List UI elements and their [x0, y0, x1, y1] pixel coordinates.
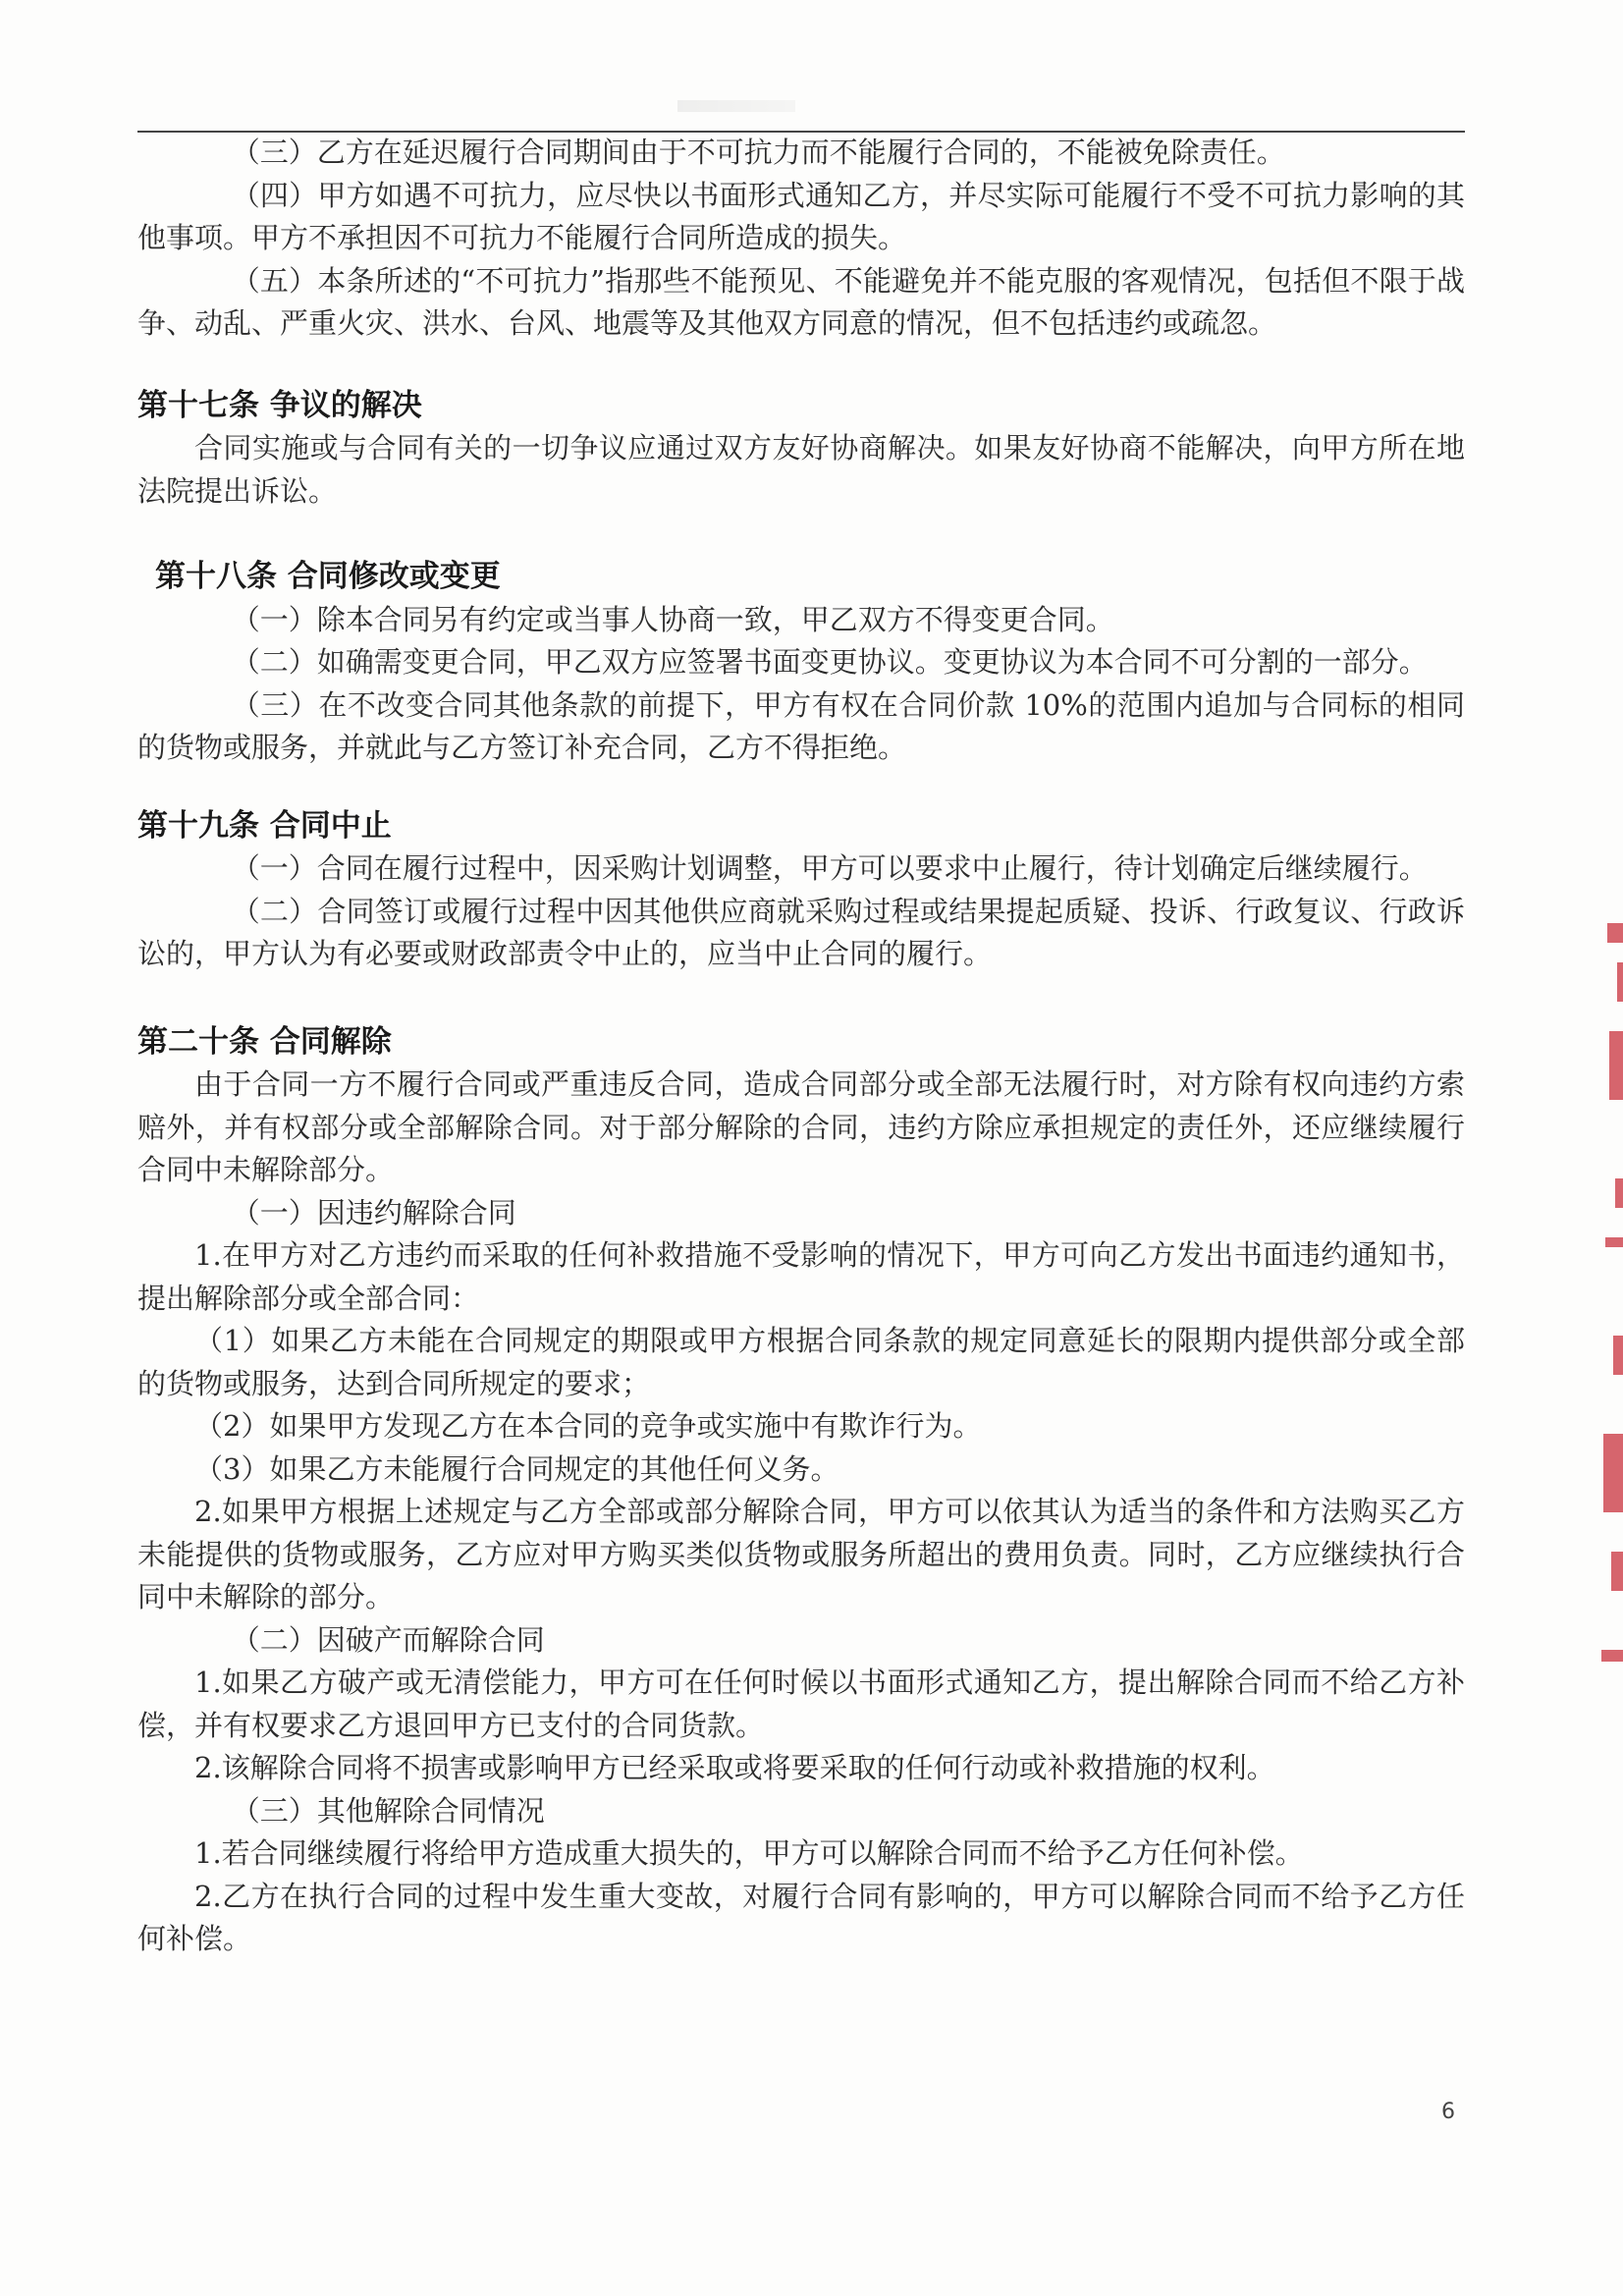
- clause-20-sub-1-case-2: （2）如果甲方发现乙方在本合同的竞争或实施中有欺诈行为。: [194, 1409, 982, 1443]
- document-body: [137, 132, 1465, 1961]
- heading-article-18: 第十八条 合同修改或变更: [155, 559, 501, 594]
- clause-16-item-4: （四）甲方如遇不可抗力，应尽快以书面形式通知乙方，并尽实际可能履行不受不可抗力影响的其他事项。甲方不承担因不可抗力不能履行合同所造成的损失。: [137, 178, 1465, 254]
- clause-20-sub-3: （三）其他解除合同情况: [231, 1793, 545, 1828]
- clause-18-item-3: （三）在不改变合同其他条款的前提下，甲方有权在合同价款 10%的范围内追加与合同标的相同的货物或服务，并就此与乙方签订补充合同，乙方不得拒绝。: [137, 687, 1465, 764]
- clause-20-sub-2-item-1: 1.如果乙方破产或无清偿能力，甲方可在任何时候以书面形式通知乙方，提出解除合同而不给乙方补偿，并有权要求乙方退回甲方已支付的合同货款。: [137, 1666, 1465, 1742]
- clause-20-sub-2: （二）因破产而解除合同: [231, 1622, 545, 1657]
- clause-20-sub-1-case-1: （1）如果乙方未能在合同规定的期限或甲方根据合同条款的规定同意延长的限期内提供部分或全部的货物或服务，达到合同所规定的要求；: [137, 1324, 1465, 1400]
- page-number: 6: [1441, 2100, 1455, 2124]
- clause-20-sub-1-item-1: 1.在甲方对乙方违约而采取的任何补救措施不受影响的情况下，甲方可向乙方发出书面违约通知书，提出解除部分或全部合同：: [137, 1238, 1465, 1315]
- clause-16-item-5: （五）本条所述的“不可抗力”指那些不能预见、不能避免并不能克服的客观情况，包括但不限于战争、动乱、严重火灾、洪水、台风、地震等及其他双方同意的情况，但不包括违约或疏忽。: [137, 263, 1465, 340]
- clause-20-sub-2-item-2: 2.该解除合同将不损害或影响甲方已经采取或将要采取的任何行动或补救措施的权利。: [194, 1751, 1275, 1784]
- heading-article-20: 第二十条 合同解除: [137, 1023, 392, 1060]
- clause-20-sub-1: （一）因违约解除合同: [231, 1195, 516, 1230]
- heading-article-19: 第十九条 合同中止: [137, 807, 392, 844]
- clause-20-sub-1-case-3: （3）如果乙方未能履行合同规定的其他任何义务。: [194, 1451, 839, 1486]
- clause-17-text: 合同实施或与合同有关的一切争议应通过双方友好协商解决。如果友好协商不能解决，向甲方所在地法院提出诉讼。: [137, 431, 1465, 508]
- clause-19-item-2: （二）合同签订或履行过程中因其他供应商就采购过程或结果提起质疑、投诉、行政复议、行政诉讼的，甲方认为有必要或财政部责令中止的，应当中止合同的履行。: [137, 894, 1465, 970]
- seal-stamp-edge: [1598, 923, 1623, 1669]
- heading-article-17: 第十七条 争议的解决: [137, 387, 422, 423]
- clause-18-item-2: （二）如确需变更合同，甲乙双方应签署书面变更协议。变更协议为本合同不可分割的一部分。: [231, 645, 1428, 679]
- clause-20-sub-3-item-1: 1.若合同继续履行将给甲方造成重大损失的，甲方可以解除合同而不给予乙方任何补偿。: [194, 1836, 1304, 1870]
- clause-19-item-1: （一）合同在履行过程中，因采购计划调整，甲方可以要求中止履行，待计划确定后继续履行。: [231, 851, 1428, 885]
- clause-16-item-3: （三）乙方在延迟履行合同期间由于不可抗力而不能履行合同的，不能被免除责任。: [231, 136, 1285, 169]
- clause-20-sub-3-item-2: 2.乙方在执行合同的过程中发生重大变故，对履行合同有影响的，甲方可以解除合同而不给予乙方任何补偿。: [137, 1879, 1465, 1955]
- header-mark: [677, 100, 795, 112]
- clause-20-sub-1-item-2: 2.如果甲方根据上述规定与乙方全部或部分解除合同，甲方可以依其认为适当的条件和方法购买乙方未能提供的货物或服务，乙方应对甲方购买类似货物或服务所超出的费用负责。同时，乙方应继续执行合同中未解除的部分。: [137, 1495, 1465, 1613]
- clause-20-text: 由于合同一方不履行合同或严重违反合同，造成合同部分或全部无法履行时，对方除有权向违约方索赔外，并有权部分或全部解除合同。对于部分解除的合同，违约方除应承担规定的责任外，还应继续履行合同中未解除部分。: [137, 1067, 1465, 1186]
- clause-18-item-1: （一）除本合同另有约定或当事人协商一致，甲乙双方不得变更合同。: [231, 602, 1114, 636]
